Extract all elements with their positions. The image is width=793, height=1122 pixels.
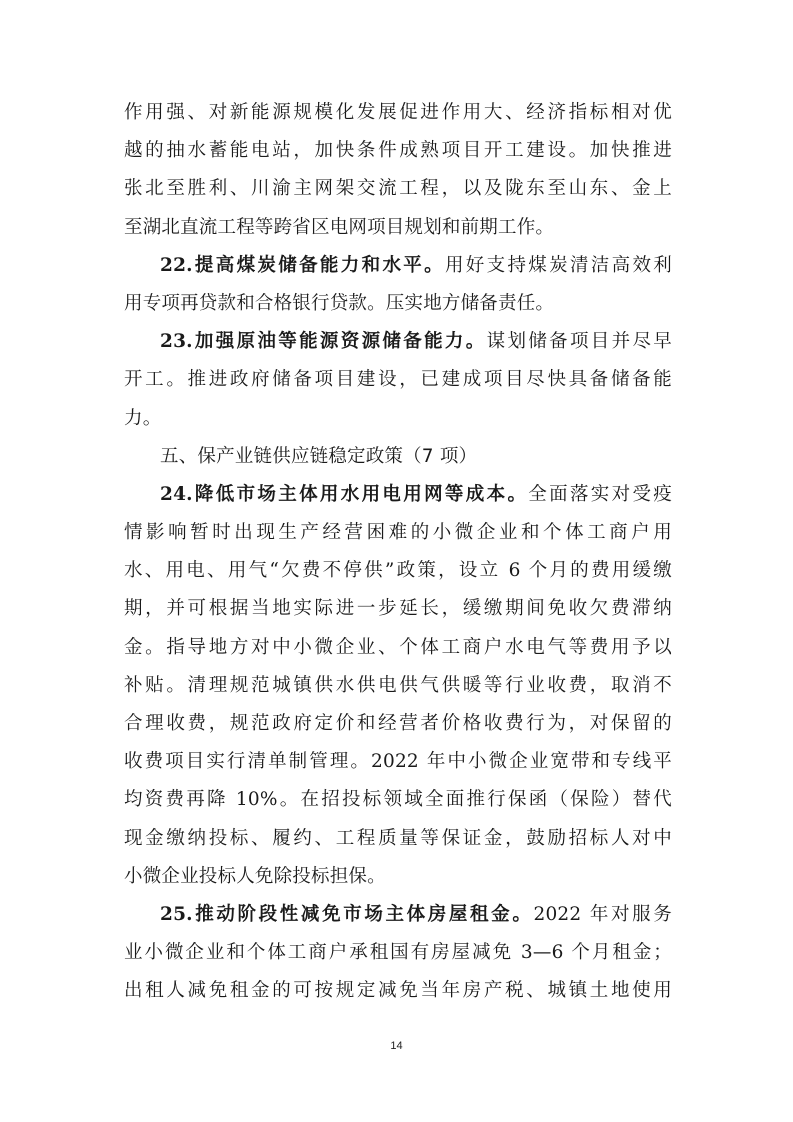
item-text: 用好支持煤炭清洁高效利 xyxy=(444,254,673,276)
text-line xyxy=(124,247,672,285)
text-line: 水、用电、用气“欠费不停供”政策，设立 6 个月的费用缓缴 xyxy=(124,560,672,582)
item-text: 谋划储备项目并尽早 xyxy=(486,331,672,353)
text-line: 金。指导地方对中小微企业、个体工商户水电气等费用予以 xyxy=(124,636,672,658)
text-line: 出租人减免租金的可按规定减免当年房产税、城镇土地使用 xyxy=(124,980,672,1002)
text-line: 补贴。清理规范城镇供水供电供气供暖等行业收费，取消不 xyxy=(124,674,672,696)
text-line: 合理收费，规范政府定价和经营者价格收费行为，对保留的 xyxy=(124,713,672,734)
item-title: 22.提高煤炭储备能力和水平。 xyxy=(160,254,445,276)
item-title: 24.降低市场主体用水用电用网等成本。 xyxy=(160,483,529,505)
text-line: 用专项再贷款和合格银行贷款。压实地方储备责任。 xyxy=(124,292,555,314)
text-line: 作用强、对新能源规模化发展促进作用大、经济指标相对优 xyxy=(124,102,672,123)
policy-item-25 xyxy=(124,896,672,1011)
item-title: 23.加强原油等能源资源储备能力。 xyxy=(160,331,487,353)
text-line: 小微企业投标人免除投标担保。 xyxy=(124,865,386,887)
paragraph-continuation xyxy=(124,94,672,247)
text-line: 开工。推进政府储备项目建设，已建成项目尽快具备储备能 xyxy=(124,369,672,391)
text-line: 至湖北直流工程等跨省区电网项目规划和前期工作。 xyxy=(124,216,555,238)
text-line: 张北至胜利、川渝主网架交流工程，以及陇东至山东、金上 xyxy=(124,178,672,200)
text-line: 情影响暂时出现生产经营困难的小微企业和个体工商户用 xyxy=(124,522,672,544)
text-line: 力。 xyxy=(124,407,162,429)
text-line xyxy=(124,476,672,514)
text-line: 业小微企业和个体工商户承租国有房屋减免 3—6 个月租金； xyxy=(124,942,672,964)
text-line: 收费项目实行清单制管理。2022 年中小微企业宽带和专线平 xyxy=(124,751,672,773)
item-text: 全面落实对受疫 xyxy=(528,483,672,505)
text-line: 越的抽水蓄能电站，加快条件成熟项目开工建设。加快推进 xyxy=(124,140,672,162)
text-line: 现金缴纳投标、履约、工程质量等保证金，鼓励招标人对中 xyxy=(124,827,672,849)
text-line: 均资费再降 10%。在招投标领域全面推行保函（保险）替代 xyxy=(124,789,672,811)
policy-item-23 xyxy=(124,323,672,438)
section-heading: 五、保产业链供应链稳定政策（7 项） xyxy=(160,445,478,467)
item-text: 2022 年对服务 xyxy=(533,903,672,925)
text-line: 期，并可根据当地实际进一步延长，缓缴期间免收欠费滞纳 xyxy=(124,598,672,620)
document-body xyxy=(124,94,672,1011)
policy-item-24 xyxy=(124,476,672,896)
item-title: 25.推动阶段性减免市场主体房屋租金。 xyxy=(160,903,534,925)
text-line xyxy=(124,896,672,934)
policy-item-22 xyxy=(124,247,672,323)
page-number: 14 xyxy=(390,1040,403,1052)
text-line xyxy=(124,323,672,361)
